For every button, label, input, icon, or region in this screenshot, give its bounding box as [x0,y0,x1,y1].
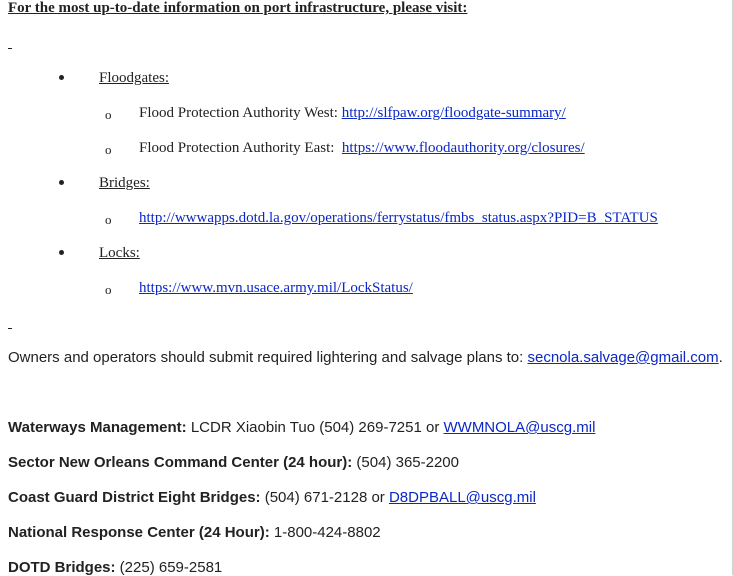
contact-label: DOTD Bridges: [8,559,116,576]
link-lock-status[interactable]: https://www.mvn.usace.army.mil/LockStatus/ [139,280,413,296]
contact-text: LCDR Xiaobin Tuo (504) 269-7251 or [186,419,444,436]
link-salvage-email[interactable]: secnola.salvage@gmail.com [527,349,719,366]
page-heading: For the most up-to-date information on port infrastructure, please visit: [8,0,468,16]
link-flood-authority-closures[interactable]: https://www.floodauthority.org/closures/ [341,140,585,156]
contact-label: Sector New Orleans Command Center (24 hour): [8,454,353,471]
contact-text: (225) 659-2581 [115,559,223,576]
section-label-locks: Locks: [99,245,140,261]
contact-label: Waterways Management: [8,419,187,436]
link-floodgate-summary[interactable]: http://slfpaw.org/floodgate-summary/ [341,105,566,121]
contact-national-response-center [8,524,381,541]
list-item-bridges-status [139,210,658,227]
bullet-circle-icon: o [105,107,112,122]
contact-label: National Response Center (24 Hour): [8,524,270,541]
bullet-circle-icon: o [105,212,112,227]
contact-district-eight-bridges [8,489,536,506]
bullet-disc-icon [59,180,64,185]
link-wwmnola-email[interactable]: WWMNOLA@uscg.mil [443,419,596,436]
contact-label: Coast Guard District Eight Bridges: [8,489,261,506]
link-d8dpball-email[interactable]: D8DPBALL@uscg.mil [388,489,536,506]
bullet-disc-icon [59,250,64,255]
item-prefix: Flood Protection Authority West: [139,105,342,121]
section-label-floodgates: Floodgates: [99,70,169,86]
contact-dotd-bridges [8,559,222,576]
salvage-plans-paragraph [8,349,723,366]
list-item-lock-status [139,280,413,297]
bullet-circle-icon: o [105,282,112,297]
plans-text: Owners and operators should submit required lightering and salvage plans to: [8,349,528,366]
contact-sector-command-center [8,454,459,471]
item-prefix: Flood Protection Authority East: [139,140,342,156]
contact-text: (504) 365-2200 [352,454,459,471]
list-item-floodgates-west [139,105,566,122]
bullet-circle-icon: o [105,142,112,157]
empty-line-marker [8,48,12,49]
list-item-floodgates-east [139,140,585,157]
contact-waterways-management [8,419,595,436]
contact-text: 1-800-424-8802 [269,524,381,541]
section-label-bridges: Bridges: [99,175,150,191]
link-dotd-bridge-status[interactable]: http://wwwapps.dotd.la.gov/operations/ferrystatus/fmbs_status.aspx?PID=B_STATUS [139,210,658,226]
contact-text: (504) 671-2128 or [260,489,389,506]
bullet-disc-icon [59,75,64,80]
plans-end: . [718,349,723,366]
empty-line-marker [8,328,12,329]
